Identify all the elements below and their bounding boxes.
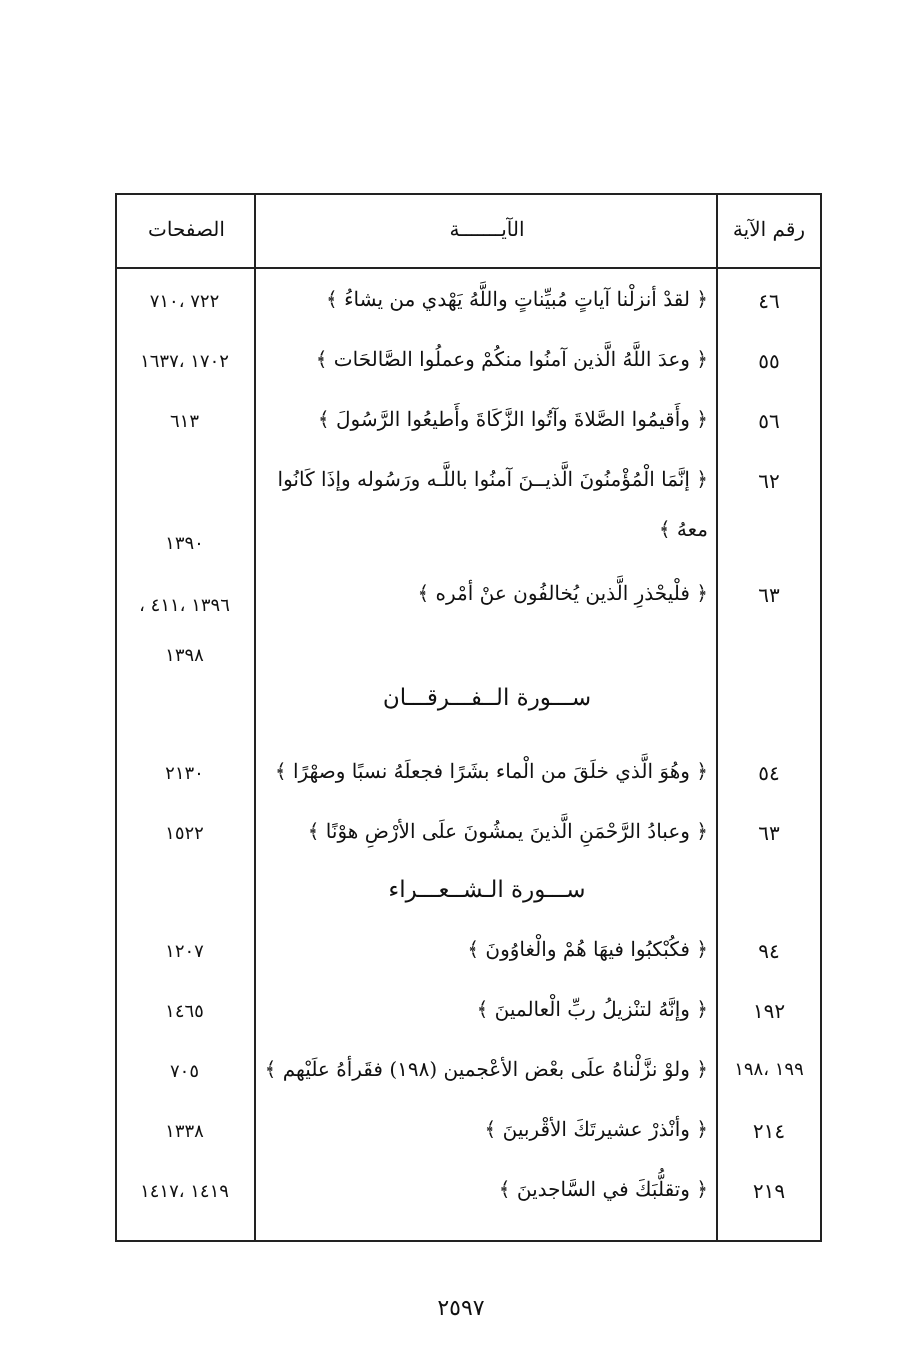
page-refs: ١٢٠٧ (165, 941, 204, 962)
verse-number: ٥٤ (758, 761, 780, 785)
page-refs: ١٧٠٢ ،١٦٣٧ (140, 351, 229, 372)
verse-number: ٥٦ (758, 409, 780, 433)
page-refs: ١٤١٩ ،١٤١٧ (140, 1181, 229, 1202)
verse-number: ٢١٤ (752, 1119, 786, 1143)
page-refs: ١٤٦٥ (165, 1001, 204, 1022)
table-row (117, 463, 820, 563)
page-number: ٢٥٩٧ (437, 1296, 485, 1321)
page-refs: ٧٢٢ ،٧١٠ (149, 291, 220, 312)
page-refs-continued: ١٣٩٨ (165, 645, 204, 666)
verse-number: ٢١٩ (752, 1179, 786, 1203)
table-row (117, 1173, 820, 1213)
table-row (117, 815, 820, 855)
verse-number: ٦٣ (758, 583, 780, 607)
verse-text: ﴿ فكُبْكبُوا فيهَا هُمْ والْغاوُونَ ﴾ (467, 937, 708, 961)
table-row (117, 993, 820, 1033)
verse-text: ﴿ إنَّمَا الْمُؤْمنُونَ الَّذيــنَ آمنُوا باللَّـه ورَسُوله وإذَا كَانُوا (277, 467, 708, 491)
header-verse: الآيـــــــة (449, 217, 525, 241)
page-refs: ٢١٣٠ (165, 763, 204, 784)
table-row (117, 933, 820, 973)
verse-text: ﴿ وإنَّهُ لتنْزيلُ ربِّ الْعالمينَ ﴾ (476, 997, 708, 1021)
verse-text: ﴿ وأَقيمُوا الصَّلاةَ وآتُوا الزَّكَاةَ وأَطيعُوا الرَّسُولَ ﴾ (317, 407, 708, 431)
table-row (117, 1053, 820, 1093)
table-row (117, 403, 820, 443)
verse-text: ﴿ وهُوَ الَّذي خلَقَ من الْماء بشَرًا فجعلَهُ نسبًا وصهْرًا ﴾ (274, 759, 708, 783)
table-row (117, 1113, 820, 1153)
verse-text: ﴿ لقدْ أنزلْنا آياتٍ مُبيِّناتٍ واللَّهُ يَهْدي من يشاءُ ﴾ (326, 287, 708, 311)
verse-index-table (115, 193, 822, 1242)
page-refs: ١٣٩٠ (165, 533, 204, 554)
page-refs: ٧٠٥ (169, 1061, 199, 1082)
page-refs: ٦١٣ (169, 411, 199, 432)
verse-number: ٤٦ (758, 289, 780, 313)
page-refs: ١٣٩٦ ،٤١١ ، (139, 595, 230, 616)
verse-text-continued: معهُ ﴾ (658, 517, 708, 541)
verse-text: ﴿ وعبادُ الرَّحْمَنِ الَّذينَ يمشُونَ علَى الأرْضِ هوْنًا ﴾ (307, 819, 708, 843)
page-refs: ١٣٣٨ (165, 1121, 204, 1142)
verse-text: ﴿ ولوْ نزَّلْناهُ علَى بعْض الأعْجمين (١٩٨) فقَرأهُ علَيْهم ﴾ (264, 1057, 708, 1081)
verse-number: ٩٤ (758, 939, 780, 963)
verse-number: ٥٥ (758, 349, 780, 373)
table-row (117, 283, 820, 323)
page-refs: ١٥٢٢ (165, 823, 204, 844)
verse-text: ﴿ وعدَ اللَّهُ الَّذين آمنُوا منكُمْ وعملُوا الصَّالحَات ﴾ (315, 347, 708, 371)
table-row (117, 755, 820, 795)
verse-number: ١٩٩ ،١٩٨ (734, 1059, 804, 1080)
surah-heading: ســـورة الــفـــرقـــان (382, 685, 592, 711)
verse-number: ٦٢ (758, 469, 780, 493)
verse-text: ﴿ فلْيحْذرِ الَّذين يُخالفُون عنْ أمْره ﴾ (417, 581, 708, 605)
table-header (117, 195, 820, 269)
table-row (117, 343, 820, 383)
verse-number: ١٩٢ (752, 999, 786, 1023)
header-verse-number: رقم الآية (732, 217, 806, 241)
verse-text: ﴿ وتقلُّبَكَ في السَّاجدينَ ﴾ (498, 1177, 708, 1201)
header-pages: الصفحات (148, 217, 225, 241)
verse-text: ﴿ وأنْذرْ عشيرتَكَ الأقْربينَ ﴾ (484, 1117, 708, 1141)
verse-number: ٦٣ (758, 821, 780, 845)
surah-heading: ســـورة الـشــعـــراء (388, 877, 586, 903)
table-row (117, 577, 820, 667)
